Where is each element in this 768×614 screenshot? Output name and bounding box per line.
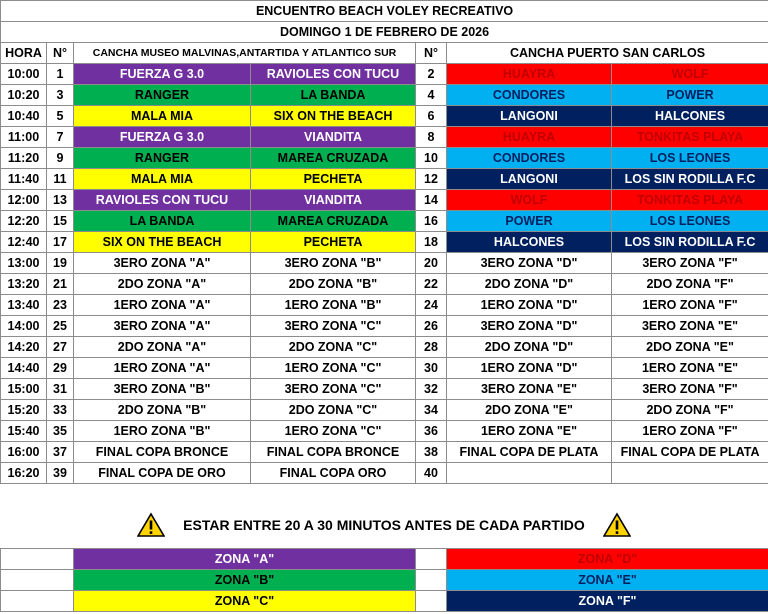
warning-icon bbox=[603, 512, 631, 538]
match-number-right: 18 bbox=[416, 232, 447, 253]
team-b-left: VIANDITA bbox=[251, 127, 416, 148]
match-number-left: 19 bbox=[47, 253, 74, 274]
team-b-right: 3ERO ZONA "F" bbox=[612, 379, 768, 400]
team-b-right: HALCONES bbox=[612, 106, 768, 127]
team-b-left: 1ERO ZONA "C" bbox=[251, 421, 416, 442]
zones-legend bbox=[0, 548, 768, 612]
team-b-left: 2DO ZONA "C" bbox=[251, 400, 416, 421]
match-time: 10:00 bbox=[1, 64, 47, 85]
team-b-right: 2DO ZONA "F" bbox=[612, 400, 768, 421]
match-row bbox=[1, 64, 768, 85]
team-a-right: 2DO ZONA "D" bbox=[447, 337, 612, 358]
team-b-left: 2DO ZONA "B" bbox=[251, 274, 416, 295]
match-time: 10:20 bbox=[1, 85, 47, 106]
team-b-left: PECHETA bbox=[251, 169, 416, 190]
warning-icon bbox=[137, 512, 165, 538]
team-b-left: MAREA CRUZADA bbox=[251, 148, 416, 169]
match-number-right: 36 bbox=[416, 421, 447, 442]
match-row bbox=[1, 337, 768, 358]
match-row bbox=[1, 169, 768, 190]
header-hora: HORA bbox=[1, 43, 47, 64]
team-b-left: FINAL COPA ORO bbox=[251, 463, 416, 484]
match-number-left: 25 bbox=[47, 316, 74, 337]
team-b-right: LOS SIN RODILLA F.C bbox=[612, 232, 768, 253]
match-number-left: 21 bbox=[47, 274, 74, 295]
match-number-left: 13 bbox=[47, 190, 74, 211]
team-a-left: 3ERO ZONA "B" bbox=[74, 379, 251, 400]
match-row bbox=[1, 211, 768, 232]
team-a-left: FINAL COPA DE ORO bbox=[74, 463, 251, 484]
match-number-right: 22 bbox=[416, 274, 447, 295]
team-a-right: CONDORES bbox=[447, 148, 612, 169]
match-number-left: 29 bbox=[47, 358, 74, 379]
team-a-right: 1ERO ZONA "E" bbox=[447, 421, 612, 442]
team-b-right: 1ERO ZONA "F" bbox=[612, 421, 768, 442]
sheet-title: ENCUENTRO BEACH VOLEY RECREATIVO bbox=[1, 1, 768, 22]
zone-right-label: ZONA "F" bbox=[447, 591, 768, 612]
team-a-left: 1ERO ZONA "A" bbox=[74, 358, 251, 379]
match-number-left: 3 bbox=[47, 85, 74, 106]
match-time: 13:00 bbox=[1, 253, 47, 274]
team-a-left: RAVIOLES CON TUCU bbox=[74, 190, 251, 211]
legend-spacer bbox=[416, 591, 447, 612]
team-b-right: 2DO ZONA "F" bbox=[612, 274, 768, 295]
team-a-left: 3ERO ZONA "A" bbox=[74, 316, 251, 337]
team-b-right: FINAL COPA DE PLATA bbox=[612, 442, 768, 463]
team-b-right: TONKITAS PLAYA bbox=[612, 127, 768, 148]
team-b-left: MAREA CRUZADA bbox=[251, 211, 416, 232]
team-a-right: LANGONI bbox=[447, 106, 612, 127]
match-row bbox=[1, 442, 768, 463]
team-a-right: 2DO ZONA "E" bbox=[447, 400, 612, 421]
team-a-left: 1ERO ZONA "A" bbox=[74, 295, 251, 316]
team-a-left: FINAL COPA BRONCE bbox=[74, 442, 251, 463]
team-a-left: RANGER bbox=[74, 148, 251, 169]
team-a-right: 3ERO ZONA "D" bbox=[447, 316, 612, 337]
match-number-left: 15 bbox=[47, 211, 74, 232]
team-b-left: 3ERO ZONA "C" bbox=[251, 316, 416, 337]
match-time: 12:40 bbox=[1, 232, 47, 253]
team-b-left: FINAL COPA BRONCE bbox=[251, 442, 416, 463]
team-a-left: 2DO ZONA "A" bbox=[74, 274, 251, 295]
match-row bbox=[1, 400, 768, 421]
zone-right-label: ZONA "E" bbox=[447, 570, 768, 591]
match-number-left: 9 bbox=[47, 148, 74, 169]
match-number-right: 32 bbox=[416, 379, 447, 400]
match-number-right: 16 bbox=[416, 211, 447, 232]
team-b-right: LOS SIN RODILLA F.C bbox=[612, 169, 768, 190]
team-a-left: MALA MIA bbox=[74, 106, 251, 127]
match-time: 16:20 bbox=[1, 463, 47, 484]
match-time: 11:40 bbox=[1, 169, 47, 190]
team-b-left: LA BANDA bbox=[251, 85, 416, 106]
match-time: 15:40 bbox=[1, 421, 47, 442]
notice-banner bbox=[0, 502, 768, 548]
match-number-left: 5 bbox=[47, 106, 74, 127]
zone-right-label: ZONA "D" bbox=[447, 549, 768, 570]
team-b-right: TONKITAS PLAYA bbox=[612, 190, 768, 211]
header-court-left: CANCHA MUSEO MALVINAS,ANTARTIDA Y ATLANTICO SUR bbox=[74, 43, 416, 64]
match-number-left: 33 bbox=[47, 400, 74, 421]
team-b-left: 3ERO ZONA "B" bbox=[251, 253, 416, 274]
team-b-left: SIX ON THE BEACH bbox=[251, 106, 416, 127]
match-row bbox=[1, 463, 768, 484]
zone-left-label: ZONA "C" bbox=[74, 591, 416, 612]
match-time: 14:20 bbox=[1, 337, 47, 358]
team-b-right bbox=[612, 463, 768, 484]
team-b-right: 1ERO ZONA "F" bbox=[612, 295, 768, 316]
team-a-left: FUERZA G 3.0 bbox=[74, 127, 251, 148]
match-number-right: 38 bbox=[416, 442, 447, 463]
match-time: 14:00 bbox=[1, 316, 47, 337]
team-a-left: FUERZA G 3.0 bbox=[74, 64, 251, 85]
header-num-right: N° bbox=[416, 43, 447, 64]
team-a-left: LA BANDA bbox=[74, 211, 251, 232]
match-row bbox=[1, 358, 768, 379]
legend-spacer bbox=[1, 549, 74, 570]
match-number-right: 4 bbox=[416, 85, 447, 106]
match-time: 15:00 bbox=[1, 379, 47, 400]
team-a-right: HUAYRA bbox=[447, 64, 612, 85]
match-number-right: 14 bbox=[416, 190, 447, 211]
match-time: 15:20 bbox=[1, 400, 47, 421]
team-a-right bbox=[447, 463, 612, 484]
team-b-left: 1ERO ZONA "C" bbox=[251, 358, 416, 379]
match-number-left: 35 bbox=[47, 421, 74, 442]
team-b-left: VIANDITA bbox=[251, 190, 416, 211]
match-number-right: 12 bbox=[416, 169, 447, 190]
team-b-right: POWER bbox=[612, 85, 768, 106]
team-b-left: 2DO ZONA "C" bbox=[251, 337, 416, 358]
header-court-right: CANCHA PUERTO SAN CARLOS bbox=[447, 43, 768, 64]
team-a-right: 3ERO ZONA "D" bbox=[447, 253, 612, 274]
match-number-right: 30 bbox=[416, 358, 447, 379]
match-number-right: 10 bbox=[416, 148, 447, 169]
team-b-right: LOS LEONES bbox=[612, 148, 768, 169]
legend-spacer bbox=[416, 570, 447, 591]
team-b-right: LOS LEONES bbox=[612, 211, 768, 232]
match-number-left: 11 bbox=[47, 169, 74, 190]
match-number-right: 34 bbox=[416, 400, 447, 421]
team-a-left: 2DO ZONA "B" bbox=[74, 400, 251, 421]
team-a-right: 2DO ZONA "D" bbox=[447, 274, 612, 295]
match-row bbox=[1, 421, 768, 442]
match-number-right: 28 bbox=[416, 337, 447, 358]
team-b-left: 3ERO ZONA "C" bbox=[251, 379, 416, 400]
match-number-left: 7 bbox=[47, 127, 74, 148]
match-row bbox=[1, 148, 768, 169]
legend-spacer bbox=[1, 570, 74, 591]
team-a-left: RANGER bbox=[74, 85, 251, 106]
match-row bbox=[1, 85, 768, 106]
team-a-left: 2DO ZONA "A" bbox=[74, 337, 251, 358]
match-number-left: 31 bbox=[47, 379, 74, 400]
match-number-right: 20 bbox=[416, 253, 447, 274]
match-number-right: 40 bbox=[416, 463, 447, 484]
team-a-left: 1ERO ZONA "B" bbox=[74, 421, 251, 442]
match-number-left: 39 bbox=[47, 463, 74, 484]
match-row bbox=[1, 190, 768, 211]
team-b-right: 1ERO ZONA "E" bbox=[612, 358, 768, 379]
team-a-right: 1ERO ZONA "D" bbox=[447, 295, 612, 316]
match-time: 11:00 bbox=[1, 127, 47, 148]
team-a-right: LANGONI bbox=[447, 169, 612, 190]
team-a-right: CONDORES bbox=[447, 85, 612, 106]
legend-spacer bbox=[416, 549, 447, 570]
match-number-right: 8 bbox=[416, 127, 447, 148]
team-b-right: WOLF bbox=[612, 64, 768, 85]
zone-left-label: ZONA "B" bbox=[74, 570, 416, 591]
team-a-right: FINAL COPA DE PLATA bbox=[447, 442, 612, 463]
match-time: 13:20 bbox=[1, 274, 47, 295]
team-b-right: 3ERO ZONA "E" bbox=[612, 316, 768, 337]
legend-row bbox=[1, 591, 768, 612]
sheet-date: DOMINGO 1 DE FEBRERO DE 2026 bbox=[1, 22, 768, 43]
team-a-left: MALA MIA bbox=[74, 169, 251, 190]
match-time: 13:40 bbox=[1, 295, 47, 316]
match-number-left: 1 bbox=[47, 64, 74, 85]
match-number-left: 27 bbox=[47, 337, 74, 358]
team-b-right: 2DO ZONA "E" bbox=[612, 337, 768, 358]
match-time: 12:20 bbox=[1, 211, 47, 232]
match-number-left: 37 bbox=[47, 442, 74, 463]
match-time: 14:40 bbox=[1, 358, 47, 379]
match-row bbox=[1, 295, 768, 316]
team-b-left: 1ERO ZONA "B" bbox=[251, 295, 416, 316]
match-row bbox=[1, 316, 768, 337]
team-a-right: HUAYRA bbox=[447, 127, 612, 148]
match-row bbox=[1, 106, 768, 127]
team-a-right: POWER bbox=[447, 211, 612, 232]
team-a-right: 1ERO ZONA "D" bbox=[447, 358, 612, 379]
match-number-left: 17 bbox=[47, 232, 74, 253]
team-a-left: 3ERO ZONA "A" bbox=[74, 253, 251, 274]
match-number-right: 26 bbox=[416, 316, 447, 337]
header-row bbox=[1, 43, 768, 64]
legend-spacer bbox=[1, 591, 74, 612]
match-number-right: 6 bbox=[416, 106, 447, 127]
notice-text: ESTAR ENTRE 20 A 30 MINUTOS ANTES DE CADA PARTIDO bbox=[183, 517, 585, 533]
team-a-right: WOLF bbox=[447, 190, 612, 211]
match-time: 11:20 bbox=[1, 148, 47, 169]
header-num-left: N° bbox=[47, 43, 74, 64]
match-time: 10:40 bbox=[1, 106, 47, 127]
match-row bbox=[1, 253, 768, 274]
zone-left-label: ZONA "A" bbox=[74, 549, 416, 570]
team-a-left: SIX ON THE BEACH bbox=[74, 232, 251, 253]
match-time: 12:00 bbox=[1, 190, 47, 211]
team-b-left: RAVIOLES CON TUCU bbox=[251, 64, 416, 85]
legend-row bbox=[1, 549, 768, 570]
team-b-right: 3ERO ZONA "F" bbox=[612, 253, 768, 274]
match-number-right: 24 bbox=[416, 295, 447, 316]
team-b-left: PECHETA bbox=[251, 232, 416, 253]
match-number-left: 23 bbox=[47, 295, 74, 316]
team-a-right: HALCONES bbox=[447, 232, 612, 253]
match-number-right: 2 bbox=[416, 64, 447, 85]
match-row bbox=[1, 379, 768, 400]
match-row bbox=[1, 127, 768, 148]
match-time: 16:00 bbox=[1, 442, 47, 463]
legend-row bbox=[1, 570, 768, 591]
match-row bbox=[1, 274, 768, 295]
match-row bbox=[1, 232, 768, 253]
team-a-right: 3ERO ZONA "E" bbox=[447, 379, 612, 400]
